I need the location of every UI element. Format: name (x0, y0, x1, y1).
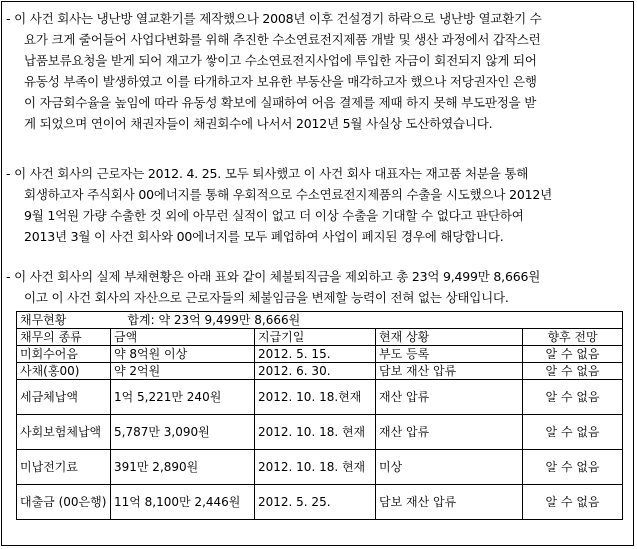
table-cell: 대출금 (00은행) (17, 485, 111, 520)
table-total: 합계: 약 23억 9,499만 8,666원 (127, 313, 301, 327)
table-cell: 부도 등록 (376, 346, 523, 363)
table-header: 현재 상황 (376, 329, 523, 346)
table-cell: 1억 5,221만 240원 (111, 380, 255, 415)
paragraph-line: 9월 1억원 가량 수출한 것 외에 아무런 실적이 없고 더 이상 수출을 기대할 수 없다고 판단하여 (24, 208, 524, 223)
table-row (17, 485, 623, 520)
table-cell: 재산 압류 (376, 415, 523, 450)
table-cell: 2012. 10. 18.현재 (255, 380, 376, 415)
table-row (17, 415, 623, 450)
table-cell: 담보 재산 압류 (376, 363, 523, 380)
table-cell: 미상 (376, 450, 523, 485)
table-cell: 알 수 없음 (523, 450, 623, 485)
table-cell: 알 수 없음 (523, 363, 623, 380)
paragraph-debt-summary (6, 266, 626, 308)
table-row (17, 450, 623, 485)
table-cell: 약 2억원 (111, 363, 255, 380)
paragraph-line: - 이 사건 회사의 근로자는 2012. 4. 25. 모두 퇴사했고 이 사건 회사 대표자는 재고품 처분을 통해 (6, 166, 529, 181)
table-cell: 알 수 없음 (523, 380, 623, 415)
table-cell: 2012. 5. 15. (255, 346, 376, 363)
table-row (17, 380, 623, 415)
paragraph-line: 게 되었으며 연이어 채권자들이 채권회수에 나서서 2012년 5월 사실상 도산하였습니다. (24, 116, 493, 131)
paragraph-line: - 이 사건 회사는 냉난방 열교환기를 제작했으나 2008년 이후 건설경기 하락으로 냉난방 열교환기 수 (6, 11, 542, 26)
paragraph-line: 유동성 부족이 발생하였고 이를 타개하고자 보유한 부동산을 매각하고자 했으나 저당권자인 은행 (24, 74, 537, 89)
table-cell: 2012. 10. 18. 현재 (255, 415, 376, 450)
table-cell: 사회보험체납액 (17, 415, 111, 450)
table-cell: 391만 2,890원 (111, 450, 255, 485)
paragraph-line: 2013년 3월 이 사건 회사와 00에너지를 모두 폐업하여 사업이 폐지된 경우에 해당합니다. (24, 229, 504, 244)
table-cell: 알 수 없음 (523, 415, 623, 450)
paragraph-closure (6, 163, 626, 247)
table-title-row (17, 312, 623, 329)
table-header: 향후 전망 (523, 329, 623, 346)
paragraph-line: 요가 크게 줄어들어 사업다변화를 위해 추진한 수소연료전지제품 개발 및 생산 과정에서 갑작스런 (24, 32, 541, 47)
paragraph-line: 회생하고자 주식회사 00에너지를 통해 우회적으로 수소연료전지제품의 수출을 시도했으나 2012년 (24, 187, 552, 202)
paragraph-line: 납품보류요청을 받게 되어 재고가 쌓이고 수소연료전지사업에 투입한 자금이 회전되지 않게 되어 (24, 53, 537, 68)
table-header: 금액 (111, 329, 255, 346)
table-header: 지급기일 (255, 329, 376, 346)
table-cell: 알 수 없음 (523, 485, 623, 520)
table-title-cell (17, 312, 623, 329)
table-cell: 세금체납액 (17, 380, 111, 415)
table-header: 채무의 종류 (17, 329, 111, 346)
table-cell: 미납전기료 (17, 450, 111, 485)
table-cell: 담보 재산 압류 (376, 485, 523, 520)
table-header-row (17, 329, 623, 346)
table-cell: 알 수 없음 (523, 346, 623, 363)
table-row (17, 363, 623, 380)
table-cell: 2012. 5. 25. (255, 485, 376, 520)
table-cell: 재산 압류 (376, 380, 523, 415)
debt-status-table (16, 311, 623, 520)
table-cell: 2012. 10. 18. 현재 (255, 450, 376, 485)
table-cell: 5,787만 3,090원 (111, 415, 255, 450)
table-cell: 11억 8,100만 2,446원 (111, 485, 255, 520)
table-cell: 사채(홍00) (17, 363, 111, 380)
paragraph-line: 이 자금회수율을 높임에 따라 유동성 확보에 실패하여 어음 결제를 제때 하지 못해 부도판정을 받 (24, 95, 537, 110)
paragraph-line: - 이 사건 회사의 실제 부채현황은 아래 표와 같이 체불퇴직금을 제외하고 총 23억 9,499만 8,666원 (6, 269, 541, 284)
paragraph-business-history (6, 8, 626, 134)
table-title: 채무현황 (20, 313, 67, 327)
table-cell: 미회수어음 (17, 346, 111, 363)
table-cell: 2012. 6. 30. (255, 363, 376, 380)
table-cell: 약 8억원 이상 (111, 346, 255, 363)
table-row (17, 346, 623, 363)
paragraph-line: 이고 이 사건 회사의 자산으로 근로자들의 체불임금을 변제할 능력이 전혀 없는 상태입니다. (24, 290, 509, 305)
